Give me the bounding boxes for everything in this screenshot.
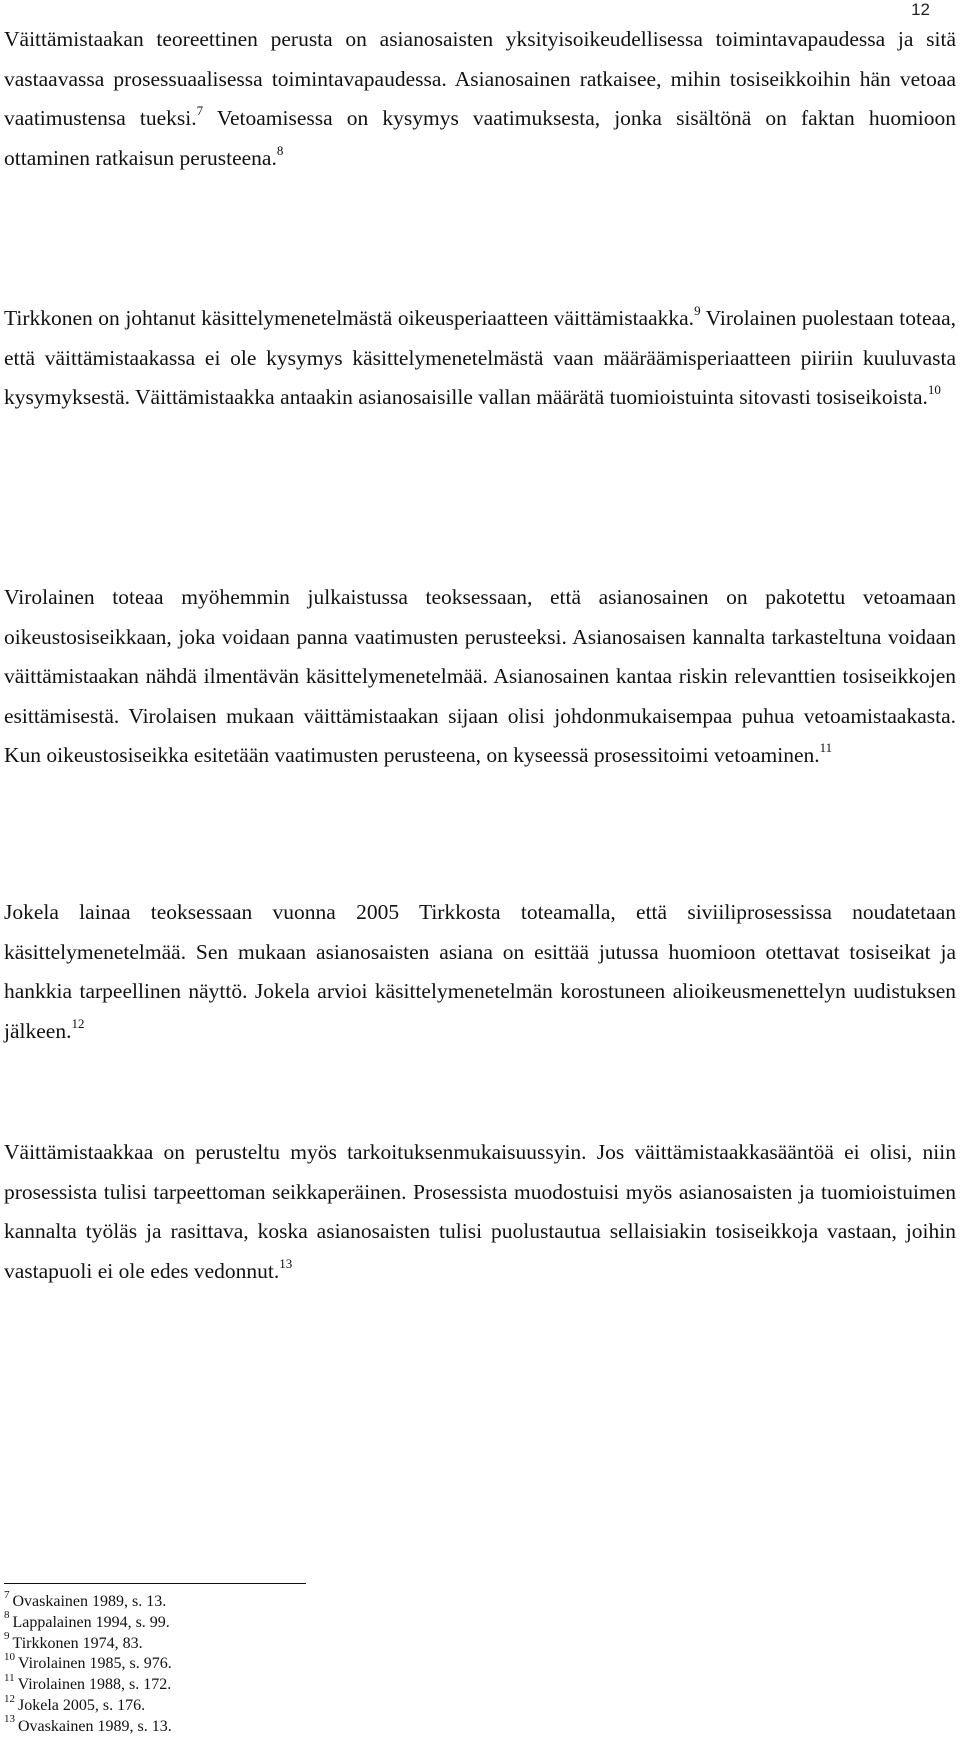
paragraph-text: Virolainen puolestaan toteaa, että väittämistaakassa ei ole kysymys käsittelymenetelmästä vaan määräämisperiaatteen piiriin kuuluvasta kysymyksestä. Väittämistaakka antaakin asianosaisille vallan määrätä tuomioistuinta sitovasti tosiseikoista.: [4, 306, 956, 410]
paragraph-text: Tirkkonen on johtanut käsittelymenetelmästä oikeusperiaatteen väittämistaakka.: [4, 306, 695, 330]
footnote-ref-7[interactable]: 7: [196, 103, 204, 119]
footnote-number: 7: [4, 1588, 10, 1601]
footnote-13: [4, 1713, 604, 1738]
footnote-text: Ovaskainen 1989, s. 13.: [12, 1593, 167, 1610]
footnote-ref-9[interactable]: 9: [694, 302, 701, 318]
footnote-number: 13: [4, 1713, 15, 1726]
footnote-text: Ovaskainen 1989, s. 13.: [18, 1717, 172, 1735]
footnote-8: [4, 1609, 604, 1634]
footnote-number: 11: [4, 1671, 15, 1684]
paragraph-text: Vetoamisessa on kysymys vaatimuksesta, jonka sisältönä on faktan huomioon ottaminen ratkaisun perusteena.: [4, 106, 957, 170]
paragraph-text: Väittämistaakan teoreettinen perusta on asianosaisten yksityisoikeudellisessa toimintavapaudessa ja sitä vastaavassa prosessuaalisessa toimintavapaudessa. Asianosainen ratkaisee, mihin tosiseikkoihin hän vetoaa vaatimustensa tueksi.: [4, 27, 956, 131]
footnote-9: [4, 1630, 604, 1655]
paragraph-3: [4, 578, 956, 776]
paragraph-text: Väittämistaakkaa on perusteltu myös tarkoituksenmukaisuussyin. Jos väittämistaakkasääntöä ei olisi, niin prosessista tulisi tarpeettoman seikkaperäinen. Prosessista muodostuisi myös asianosaisten ja tuomioistuimen kannalta työläs ja rasittava, koska asianosaisten tulisi puolustautua sellaisiakin tosiseikkoja vastaan, joihin vastapuoli ei ole edes vedonnut.: [4, 1140, 956, 1283]
footnote-12: [4, 1692, 604, 1717]
paragraph-4: [4, 893, 956, 1051]
footnote-text: Jokela 2005, s. 176.: [18, 1696, 146, 1714]
footnote-ref-12[interactable]: 12: [71, 1015, 85, 1031]
paragraph-text: Virolainen toteaa myöhemmin julkaistussa teoksessaan, että asianosainen on pakotettu vetoamaan oikeustosiseikkaan, joka voidaan panna vaatimusten perusteeksi. Asianosaisen kannalta tarkasteltuna voidaan väittämistaakan nähdä ilmentävän käsittelymenetelmää. Asianosainen kantaa riskin relevanttien tosiseikkojen esittämisestä. Virolaisen mukaan väittämistaakan sijaan olisi johdonmukaisempaa puhua vetoamistaakasta. Kun oikeustosiseikka esitetään vaatimusten perusteena, on kyseessä prosessitoimi vetoaminen.: [4, 585, 956, 768]
footnote-7: [4, 1588, 604, 1613]
footnote-number: 12: [4, 1692, 15, 1705]
footnotes-list: [4, 1588, 604, 1738]
footnote-ref-8[interactable]: 8: [276, 142, 284, 158]
footnote-text: Virolainen 1988, s. 172.: [17, 1676, 172, 1694]
footnote-number: 9: [4, 1630, 10, 1643]
paragraph-5: [4, 1133, 956, 1291]
footnote-number: 10: [4, 1651, 15, 1664]
paragraph-2: [4, 299, 956, 418]
footnote-ref-11[interactable]: 11: [819, 740, 833, 756]
footnote-number: 8: [4, 1609, 10, 1622]
footnote-ref-13[interactable]: 13: [279, 1255, 293, 1271]
footnote-11: [4, 1671, 604, 1696]
footnote-separator: [4, 1583, 306, 1584]
footnote-text: Tirkkonen 1974, 83.: [12, 1634, 143, 1652]
paragraph-text: Jokela lainaa teoksessaan vuonna 2005 Tirkkosta toteamalla, että siviiliprosessissa noudatetaan käsittelymenetelmää. Sen mukaan asianosaisten asiana on esittää jutussa huomioon otettavat tosiseikat ja hankkia tarpeellinen näyttö. Jokela arvioi käsittelymenetelmän korostuneen alioikeusmenettelyn uudistuksen jälkeen.: [4, 900, 956, 1043]
footnote-text: Lappalainen 1994, s. 99.: [12, 1613, 170, 1631]
paragraph-1: [4, 20, 956, 178]
footnote-text: Virolainen 1985, s. 976.: [18, 1655, 172, 1673]
footnote-ref-10[interactable]: 10: [927, 382, 941, 398]
footnote-10: [4, 1651, 604, 1675]
page-number: 12: [911, 0, 930, 19]
